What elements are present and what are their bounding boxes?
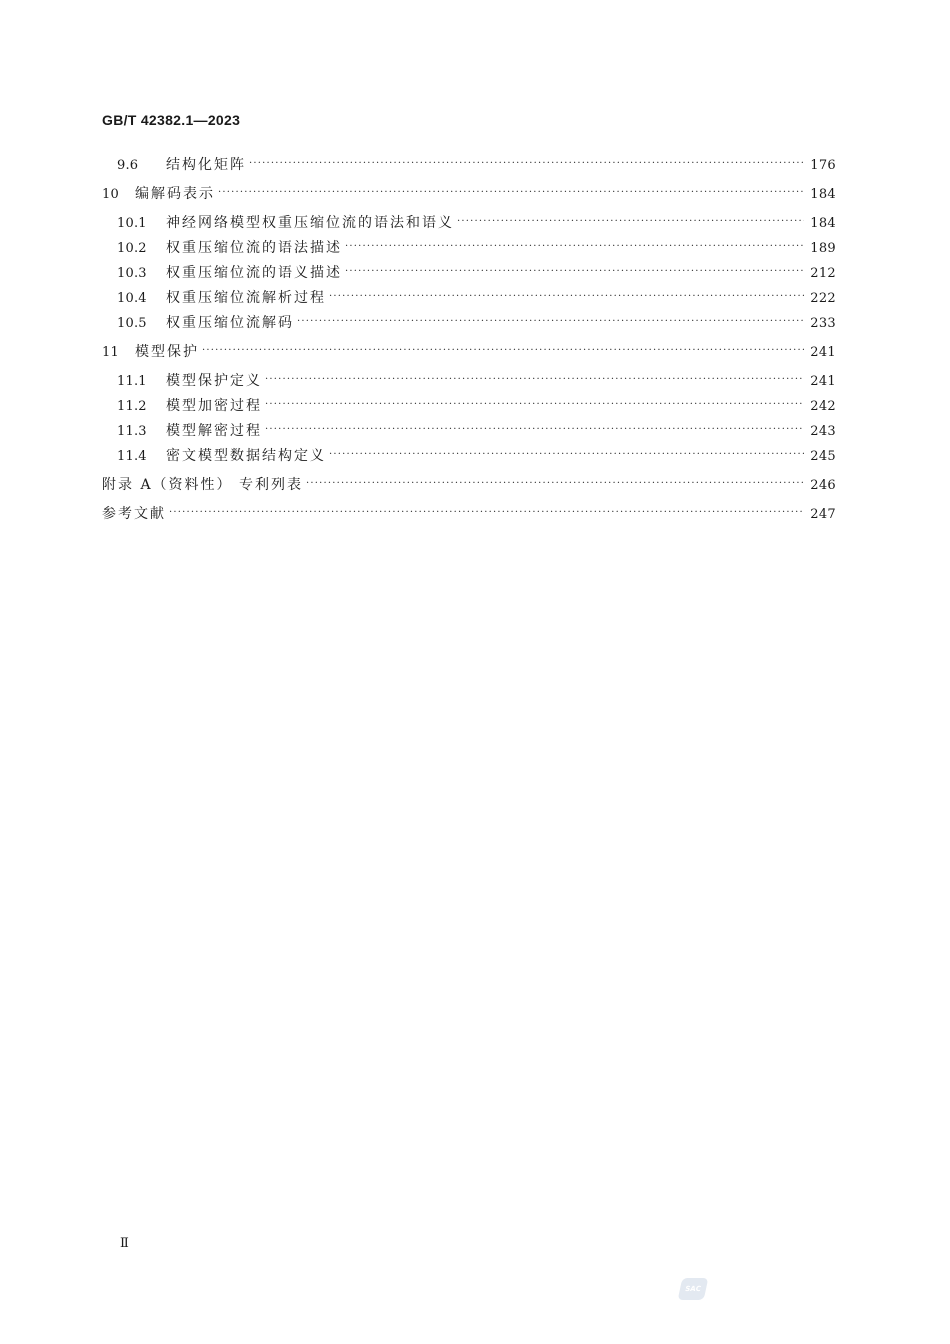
toc-dot-leader xyxy=(169,502,804,524)
toc-entry-title: 权重压缩位流解码 xyxy=(166,315,294,331)
toc-dot-leader xyxy=(297,311,804,333)
toc-entry-number: 10.1 xyxy=(117,216,147,231)
toc-dot-leader xyxy=(329,444,804,466)
toc-entry-10[interactable] xyxy=(102,183,836,205)
toc-entry-page: 176 xyxy=(810,158,836,173)
toc-entry-title: 附录 A（资料性） 专利列表 xyxy=(102,477,304,493)
toc-entry-10-1[interactable] xyxy=(117,212,836,234)
toc-entry-page: 241 xyxy=(810,374,836,389)
toc-entry-page: 243 xyxy=(810,424,836,439)
toc-entry-10-2[interactable] xyxy=(117,237,836,259)
toc-entry-11-4[interactable] xyxy=(117,445,836,467)
toc-entry-10-5[interactable] xyxy=(117,312,836,334)
toc-entry-appendix-a[interactable] xyxy=(102,474,836,496)
toc-entry-title: 权重压缩位流解析过程 xyxy=(166,290,326,306)
toc-entry-page: 246 xyxy=(810,478,836,493)
toc-entry-10-3[interactable] xyxy=(117,262,836,284)
toc-dot-leader xyxy=(218,182,804,204)
toc-entry-number: 11.1 xyxy=(117,374,147,389)
toc-entry-page: 189 xyxy=(810,241,836,256)
toc-entry-9-6[interactable] xyxy=(117,154,836,176)
toc-entry-title: 权重压缩位流的语义描述 xyxy=(166,265,342,281)
toc-entry-page: 222 xyxy=(810,291,836,306)
standard-code: GB/T 42382.1—2023 xyxy=(102,112,241,128)
toc-dot-leader xyxy=(329,286,804,308)
toc-entry-title: 模型加密过程 xyxy=(166,398,262,414)
toc-entry-number: 10.3 xyxy=(117,266,147,281)
watermark-text: SAC xyxy=(684,1285,702,1293)
toc-entry-11-1[interactable] xyxy=(117,370,836,392)
toc-entry-title: 模型解密过程 xyxy=(166,423,262,439)
toc-entry-title: 权重压缩位流的语法描述 xyxy=(166,240,342,256)
toc-entry-number: 10.4 xyxy=(117,291,147,306)
toc-entry-page: 247 xyxy=(810,507,836,522)
footer-page-number: Ⅱ xyxy=(120,1236,129,1251)
toc-entry-page: 233 xyxy=(810,316,836,331)
toc-entry-title: 神经网络模型权重压缩位流的语法和语义 xyxy=(166,215,454,231)
toc-dot-leader xyxy=(265,394,804,416)
toc-entry-number: 10.2 xyxy=(117,241,147,256)
toc-entry-page: 184 xyxy=(810,187,836,202)
toc-entry-title: 模型保护 xyxy=(135,344,199,360)
toc-entry-number: 11.3 xyxy=(117,424,147,439)
toc-entry-page: 242 xyxy=(810,399,836,414)
toc-dot-leader xyxy=(249,153,804,175)
toc-entry-number: 11.4 xyxy=(117,449,147,464)
sac-watermark-logo xyxy=(678,1278,709,1300)
toc-dot-leader xyxy=(457,211,804,233)
toc-dot-leader xyxy=(265,369,804,391)
toc-entry-title: 模型保护定义 xyxy=(166,373,262,389)
toc-dot-leader xyxy=(345,236,804,258)
toc-entry-page: 241 xyxy=(810,345,836,360)
toc-entry-number: 11 xyxy=(102,345,119,360)
toc-entry-number: 10.5 xyxy=(117,316,147,331)
toc-entry-title: 密文模型数据结构定义 xyxy=(166,448,326,464)
toc-entry-11-2[interactable] xyxy=(117,395,836,417)
toc-dot-leader xyxy=(306,473,804,495)
toc-entry-page: 212 xyxy=(810,266,836,281)
toc-dot-leader xyxy=(202,340,804,362)
toc-entry-title: 参考文献 xyxy=(102,506,166,522)
toc-entry-page: 245 xyxy=(810,449,836,464)
toc-entry-title: 结构化矩阵 xyxy=(166,157,246,173)
toc-dot-leader xyxy=(265,419,804,441)
toc-entry-11[interactable] xyxy=(102,341,836,363)
toc-entry-number: 11.2 xyxy=(117,399,147,414)
toc-entry-title: 编解码表示 xyxy=(135,186,215,202)
toc-entry-number: 9.6 xyxy=(117,158,139,173)
toc-dot-leader xyxy=(345,261,804,283)
toc-entry-11-3[interactable] xyxy=(117,420,836,442)
toc-entry-10-4[interactable] xyxy=(117,287,836,309)
toc-entry-number: 10 xyxy=(102,187,119,202)
toc-entry-page: 184 xyxy=(810,216,836,231)
toc-entry-bibliography[interactable] xyxy=(102,503,836,525)
